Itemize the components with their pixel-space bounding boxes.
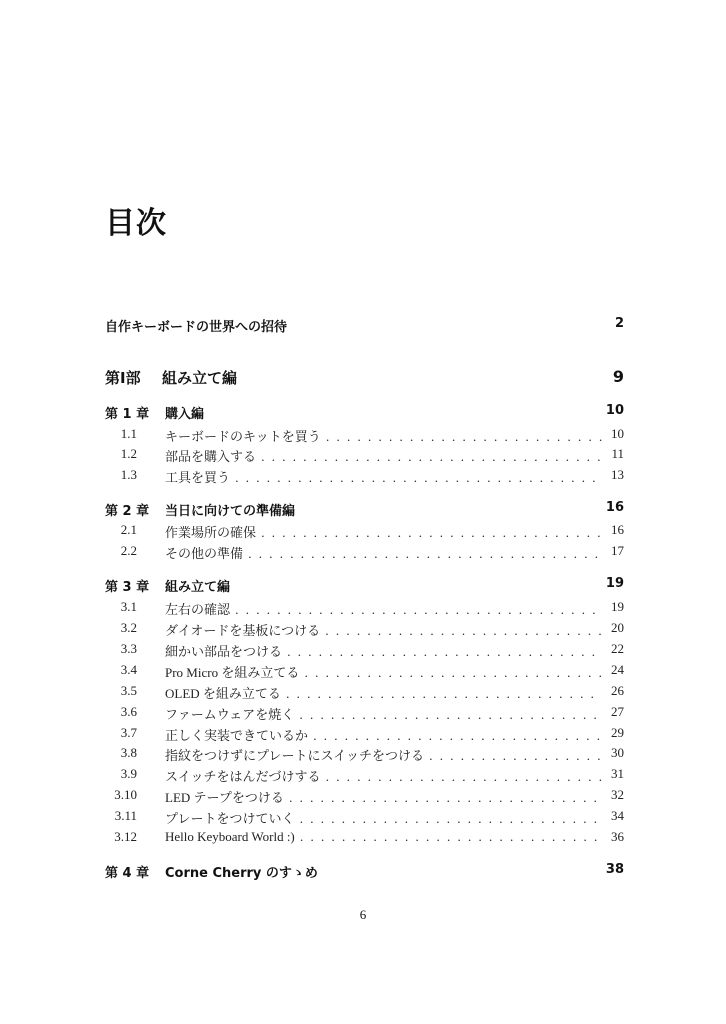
toc-chapter-2[interactable] xyxy=(105,500,624,520)
toc-section-3-4[interactable] xyxy=(105,662,624,682)
chapter-page: 10 xyxy=(605,403,624,418)
toc-section-2-1[interactable] xyxy=(105,522,624,542)
toc-section-3-9[interactable] xyxy=(105,766,624,786)
section-number: 3.5 xyxy=(120,683,137,698)
section-title: 左右の確認 . . . xyxy=(165,599,602,618)
chapter-page: 19 xyxy=(605,576,624,591)
section-number: 3.1 xyxy=(120,599,137,614)
page-title: 目次 xyxy=(105,206,167,241)
section-title: ファームウェアを焼く . . . xyxy=(165,704,602,723)
section-page: 17 xyxy=(611,543,624,558)
section-title: 作業場所の確保 . . . xyxy=(165,522,602,541)
toc-intro-entry[interactable] xyxy=(105,316,624,336)
toc-section-3-1[interactable] xyxy=(105,599,624,619)
section-title: Pro Micro を組み立てる . . . xyxy=(165,662,602,681)
toc-section-1-2[interactable] xyxy=(105,446,624,466)
section-number: 3.4 xyxy=(120,662,137,677)
part-title: 組み立て編 xyxy=(162,369,238,387)
section-number: 3.10 xyxy=(114,787,137,802)
toc-section-3-10[interactable] xyxy=(105,787,624,807)
section-page: 30 xyxy=(611,745,624,760)
section-number: 3.2 xyxy=(120,620,137,635)
section-title: その他の準備 . . . xyxy=(165,543,602,562)
toc-chapter-4[interactable] xyxy=(105,862,624,882)
section-title: 部品を購入する . . . xyxy=(165,446,602,465)
part-number: 第Ⅰ部 xyxy=(105,369,141,387)
section-title: 細かい部品をつける . . . xyxy=(165,641,602,660)
section-page: 31 xyxy=(611,766,624,781)
toc-section-3-3[interactable] xyxy=(105,641,624,661)
section-title: 工具を買う . . . xyxy=(165,467,602,486)
chapter-title: 購入編 xyxy=(165,407,205,422)
toc-chapter-3[interactable] xyxy=(105,576,624,596)
section-number: 3.9 xyxy=(120,766,137,781)
section-number: 2.2 xyxy=(120,543,137,558)
intro-page: 2 xyxy=(614,316,624,331)
section-number: 3.6 xyxy=(120,704,137,719)
section-title: プレートをつけていく . . . xyxy=(165,808,602,827)
chapter-title: 当日に向けての準備編 xyxy=(165,504,296,519)
section-number: 2.1 xyxy=(120,522,137,537)
chapter-number: 第 4 章 xyxy=(105,866,150,881)
section-number: 3.11 xyxy=(114,808,137,823)
section-number: 1.3 xyxy=(120,467,137,482)
toc-section-3-12[interactable] xyxy=(105,829,624,849)
section-number: 3.12 xyxy=(114,829,137,844)
section-page: 20 xyxy=(611,620,624,635)
section-page: 26 xyxy=(611,683,624,698)
chapter-number: 第 3 章 xyxy=(105,580,150,595)
toc-section-1-1[interactable] xyxy=(105,426,624,446)
section-title: キーボードのキットを買う . . . xyxy=(165,426,602,445)
toc-section-3-7[interactable] xyxy=(105,725,624,745)
section-number: 3.8 xyxy=(120,745,137,760)
toc-chapter-1[interactable] xyxy=(105,403,624,423)
toc-section-1-3[interactable] xyxy=(105,467,624,487)
section-page: 19 xyxy=(611,599,624,614)
section-title: 正しく実装できているか . . . xyxy=(165,725,602,744)
toc-section-2-2[interactable] xyxy=(105,543,624,563)
toc-section-3-5[interactable] xyxy=(105,683,624,703)
chapter-title: Corne Cherry のすゝめ xyxy=(165,866,318,881)
section-page: 24 xyxy=(611,662,624,677)
section-title: LED テープをつける . . . xyxy=(165,787,602,806)
part-page: 9 xyxy=(612,367,624,386)
section-page: 34 xyxy=(611,808,624,823)
page-number: 6 xyxy=(359,907,367,922)
section-page: 13 xyxy=(611,467,624,482)
section-title: ダイオードを基板につける . . . xyxy=(165,620,602,639)
section-page: 11 xyxy=(611,446,624,461)
chapter-page: 16 xyxy=(605,500,624,515)
chapter-number: 第 1 章 xyxy=(105,407,150,422)
section-page: 32 xyxy=(611,787,624,802)
section-title: 指紋をつけずにプレートにスイッチをつける . . . xyxy=(165,745,602,764)
section-title: Hello Keyboard World :) . . . xyxy=(165,829,602,845)
section-page: 29 xyxy=(611,725,624,740)
section-number: 1.1 xyxy=(120,426,137,441)
toc-section-3-11[interactable] xyxy=(105,808,624,828)
section-number: 1.2 xyxy=(120,446,137,461)
chapter-page: 38 xyxy=(605,862,624,877)
intro-title: 自作キーボードの世界への招待 xyxy=(105,320,288,335)
section-page: 27 xyxy=(611,704,624,719)
chapter-title: 組み立て編 xyxy=(165,580,231,595)
section-title: OLED を組み立てる . . . xyxy=(165,683,602,702)
toc-section-3-8[interactable] xyxy=(105,745,624,765)
section-title: スイッチをはんだづけする . . . xyxy=(165,766,602,785)
section-number: 3.3 xyxy=(120,641,137,656)
chapter-number: 第 2 章 xyxy=(105,504,150,519)
section-page: 22 xyxy=(611,641,624,656)
section-page: 10 xyxy=(611,426,624,441)
toc-part-entry[interactable] xyxy=(105,367,624,387)
toc-section-3-6[interactable] xyxy=(105,704,624,724)
toc-section-3-2[interactable] xyxy=(105,620,624,640)
section-number: 3.7 xyxy=(120,725,137,740)
section-page: 36 xyxy=(611,829,624,844)
section-page: 16 xyxy=(611,522,624,537)
